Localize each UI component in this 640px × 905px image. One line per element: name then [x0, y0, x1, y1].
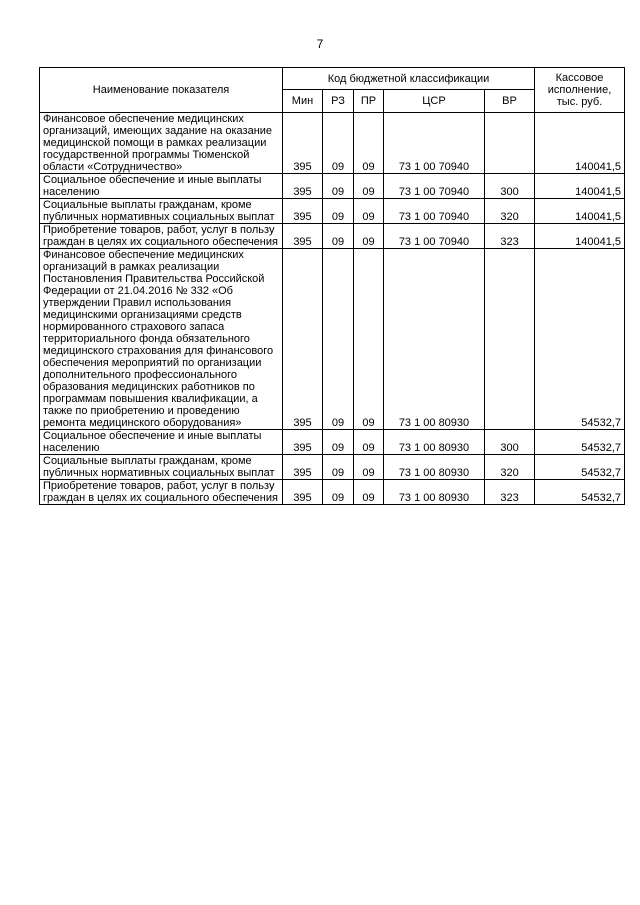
row-vr: [485, 113, 535, 174]
header-name: Наименование показателя: [40, 68, 283, 113]
page-number: 7: [316, 37, 324, 51]
row-min: 395: [283, 480, 323, 505]
row-name: Социальное обеспечение и иные выплаты населению: [40, 430, 283, 455]
row-pr: 09: [354, 455, 384, 480]
row-min: 395: [283, 224, 323, 249]
table-row: [40, 249, 625, 430]
row-csr: 73 1 00 70940: [384, 199, 485, 224]
row-min: 395: [283, 174, 323, 199]
row-amount: 54532,7: [535, 480, 625, 505]
row-vr: 323: [485, 480, 535, 505]
table-row: [40, 199, 625, 224]
row-amount: 140041,5: [535, 174, 625, 199]
row-vr: 300: [485, 174, 535, 199]
row-amount: 140041,5: [535, 199, 625, 224]
row-amount: 54532,7: [535, 430, 625, 455]
row-min: 395: [283, 199, 323, 224]
row-pr: 09: [354, 174, 384, 199]
row-rz: 09: [323, 249, 354, 430]
table-row: [40, 113, 625, 174]
row-pr: 09: [354, 113, 384, 174]
header-vr: ВР: [485, 90, 535, 113]
row-rz: 09: [323, 199, 354, 224]
header-min: Мин: [283, 90, 323, 113]
row-amount: 54532,7: [535, 455, 625, 480]
row-name: Финансовое обеспечение медицинских организаций в рамках реализации Постановления Правительства Российской Федерации от 21.04.2016 № 332 «Об утверждении Правил использования медицинскими организациями средств нормированного страхового запаса территориального фонда обязательного медицинского страхования для финансового обеспечения мероприятий по организации дополнительного профессионального образования медицинских работников по программам повышения квалификации, а также по приобретению и проведению ремонта медицинского оборудования»: [40, 249, 283, 430]
table-row: [40, 480, 625, 505]
row-rz: 09: [323, 224, 354, 249]
header-csr: ЦСР: [384, 90, 485, 113]
row-pr: 09: [354, 430, 384, 455]
budget-table: [39, 67, 625, 505]
row-csr: 73 1 00 80930: [384, 455, 485, 480]
header-code-group: Код бюджетной классификации: [283, 68, 535, 90]
row-rz: 09: [323, 480, 354, 505]
table-row: [40, 174, 625, 199]
row-csr: 73 1 00 70940: [384, 113, 485, 174]
row-amount: 140041,5: [535, 113, 625, 174]
row-vr: 320: [485, 199, 535, 224]
row-name: Приобретение товаров, работ, услуг в пользу граждан в целях их социального обеспечения: [40, 224, 283, 249]
row-csr: 73 1 00 70940: [384, 174, 485, 199]
row-rz: 09: [323, 455, 354, 480]
row-amount: 140041,5: [535, 224, 625, 249]
row-rz: 09: [323, 174, 354, 199]
row-min: 395: [283, 249, 323, 430]
row-pr: 09: [354, 199, 384, 224]
row-amount: 54532,7: [535, 249, 625, 430]
header-rz: РЗ: [323, 90, 354, 113]
row-pr: 09: [354, 480, 384, 505]
row-pr: 09: [354, 249, 384, 430]
row-vr: 323: [485, 224, 535, 249]
row-vr: 300: [485, 430, 535, 455]
row-vr: 320: [485, 455, 535, 480]
row-name: Социальное обеспечение и иные выплаты населению: [40, 174, 283, 199]
row-name: Финансовое обеспечение медицинских организаций, имеющих задание на оказание медицинской помощи в рамках реализации государственной программы Тюменской области «Сотрудничество»: [40, 113, 283, 174]
row-rz: 09: [323, 113, 354, 174]
row-rz: 09: [323, 430, 354, 455]
row-min: 395: [283, 113, 323, 174]
row-name: Социальные выплаты гражданам, кроме публичных нормативных социальных выплат: [40, 199, 283, 224]
row-name: Социальные выплаты гражданам, кроме публичных нормативных социальных выплат: [40, 455, 283, 480]
header-pr: ПР: [354, 90, 384, 113]
row-name: Приобретение товаров, работ, услуг в пользу граждан в целях их социального обеспечения: [40, 480, 283, 505]
row-csr: 73 1 00 80930: [384, 480, 485, 505]
row-vr: [485, 249, 535, 430]
row-min: 395: [283, 455, 323, 480]
row-csr: 73 1 00 80930: [384, 249, 485, 430]
table-row: [40, 224, 625, 249]
row-pr: 09: [354, 224, 384, 249]
table-row: [40, 430, 625, 455]
table-row: [40, 455, 625, 480]
header-amount: Кассовое исполнение, тыс. руб.: [535, 68, 625, 113]
row-csr: 73 1 00 70940: [384, 224, 485, 249]
row-min: 395: [283, 430, 323, 455]
row-csr: 73 1 00 80930: [384, 430, 485, 455]
